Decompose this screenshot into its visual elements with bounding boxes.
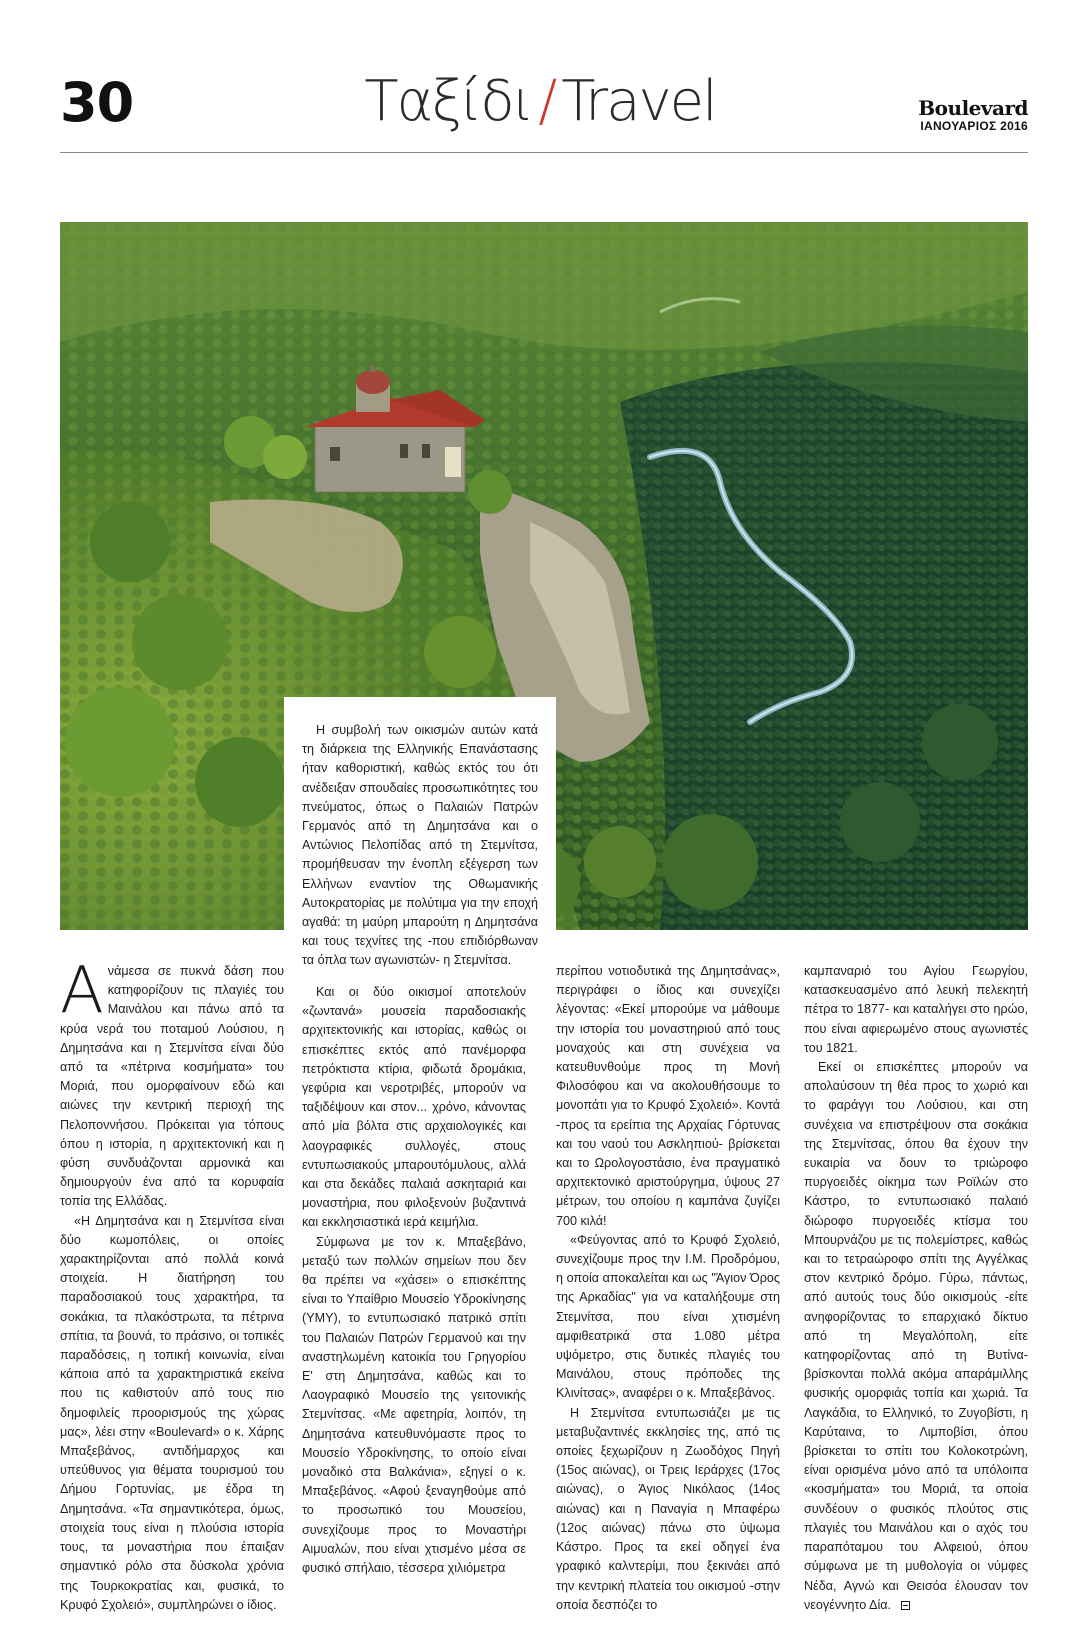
article-intro-box xyxy=(284,697,556,987)
end-of-article-icon xyxy=(901,1601,910,1610)
article-paragraph: Σύμφωνα με τον κ. Μπαξεβάνο, μεταξύ των πολλών σημείων που δεν θα πρέπει να «χάσει» ο επισκέπτης είναι το Υπαίθριο Μουσείο Υδροκίνησης (ΥΜΥ), το εντυπωσιακό πατρικό σπίτι του Παλαιών Πατρών Γερμανού και την αναστηλωμένη κατοικία του Γρηγορίου Ε' στη Δημητσάνα, καθώς και το Λαογραφικό Μουσείο της γειτονικής Στεμνίτσας. «Με αφετηρία, λοιπόν, τη Δημητσάνα κατευθυνόμαστε προς το Μουσείο Υδροκίνησης, το οποίο είναι μοναδικό στα Βαλκάνια», εξηγεί ο κ. Μπαξεβάνος. «Αφού ξεναγηθούμε από το προσωπικό του Μουσείου, συνεχίζουμε προς το Μοναστήρι Αιμυαλών, που είναι χτισμένο μέσα σε φυσικό σπήλαιο, τέσσερα χιλιόμετρα xyxy=(302,1234,526,1576)
page-number: 30 xyxy=(60,71,134,134)
article-paragraph-text: νάμεσα σε πυκνά δάση που κατηφορίζουν τις πλαγιές του Μαινάλου και πάνω από τα κρύα νερά του ποταμού Λούσιου, η Δημητσάνα και η Στεμνίτσα είναι δύο από τα «πέτρινα κοσμήματα» του Μοριά, που ομορφαίνουν εδώ και αιώνες την κεντρική περιοχή της Πελοποννήσου. Πρόκειται για τόπους όπου η ιστορία, η αρχιτεκτονική και η φύση συνδυάζονται αρμονικά και δημιουργούν ένα από τα κορυφαία τοπία της Ελλάδας. xyxy=(60,964,284,1209)
magazine-masthead xyxy=(918,98,1028,132)
article-column-1 xyxy=(60,954,284,1615)
article-paragraph: «Η Δημητσάνα και η Στεμνίτσα είναι δύο κωμοπόλεις, οι οποίες χαρακτηρίζονται από πολλά κοινά στοιχεία. Η διατήρηση του παραδοσιακού τους χαρακτήρα, τα σοκάκια, τα πλακόστρωτα, τα πέτρινα σπίτια, τα βουνά, το πράσινο, οι τοπικές παραδόσεις, η τοπική κοινωνία, είναι κάποια από τα χαρακτηριστικά εκείνα που τις καθιστούν από τους πιο δημοφιλείς προορισμούς της χώρας μας», λέει στην «Boulevard» ο κ. Χάρης Μπαξεβάνος, αντιδήμαρχος και υπεύθυνος για θέματα τουρισμού του Δήμου Γορτυνίας, με έδρα τη Δημητσάνα. «Τα σημαντικότερα, όμως, στοιχεία τους είναι η πλούσια ιστορία τους, τα μοναστήρια που έπαιξαν σημαντικό ρόλο στα δύσκολα χρόνια της Τουρκοκρατίας και, φυσικά, το Κρυφό Σχολειό», συμπληρώνει ο ίδιος. xyxy=(60,1213,284,1612)
article-paragraph-text: Εκεί οι επισκέπτες μπορούν να απολαύσουν τη θέα προς το χωριό και το φαράγγι του Λούσιου, και στη συνέχεια να επιστρέψουν στα σοκάκια της Στεμνίτσας, όπου θα έχουν την ευκαιρία να δουν το τριώροφο πυργοειδές οίκημα των Ροϊλών στο Κάστρο, το εντυπωσιακό παλαιό διώροφο πυργοειδές κτίσμα του Μπουρνάζου με τις πολεμίστρες, καθώς και το τετραώροφο σπίτι της Αγγέλκας στον κεντρικό δρόμο. Γύρω, πάντως, από αυτούς τους δύο οικισμούς -είτε ανηφορίζοντας το επαρχιακό δίκτυο από τη Μεγαλόπολη, είτε κατηφορίζοντας από τη Βυτίνα- βρίσκονται πολλά ακόμα απαράμιλλης φυσικής ομορφιάς τοπία και χωριά. Τα Λαγκάδια, το Ελληνικό, το Ζυγοβίστι, η Καρύταινα, το Λιμποβίσι, όπου βρίσκεται το σπίτι του Κολοκοτρώνη, είναι ορισμένα μόνο από τα υπόλοιπα «κοσμήματα» του Μοριά, τα οποία συνδέουν ο φυσικός πλούτος στις πλαγιές του Μαινάλου και ο αχός του παραπόταμου του Αλφειού, όπου σύμφωνα με τη μυθολογία οι νύμφες Νέδα, Αγνώ και Θεισόα έλουσαν τον νεογέννητο Δία. xyxy=(804,1060,1028,1612)
section-title-greek: Ταξίδι xyxy=(364,69,533,134)
article-column-3 xyxy=(556,962,780,1615)
issue-date: ΙΑΝΟΥΑΡΙΟΣ 2016 xyxy=(920,119,1028,133)
article-column-4 xyxy=(804,962,1028,1615)
article-paragraph xyxy=(804,1058,1028,1615)
article-paragraph: Η συμβολή των οικισμών αυτών κατά τη διάρκεια της Ελληνικής Επανάστασης ήταν καθοριστική, καθώς εκτός του ότι ανέδειξαν σπουδαίες προσωπικότητες του πνεύματος, όπως ο Παλαιών Πατρών Γερμανός από τη Δημητσάνα και ο Αντώνιος Πελοπίδας από τη Στεμνίτσα, προμήθευσαν την ένοπλη εξέγερση των Ελλήνων εναντίον της Οθωμανικής Αυτοκρατορίας με πολύτιμα για την εποχή αγαθά: τη μαύρη μπαρούτη η Δημητσάνα και τους τεχνίτες της -που επιδιόρθωναν τα όπλα των αγωνιστών- η Στεμνίτσα. xyxy=(302,723,538,968)
section-title-english: Travel xyxy=(561,69,716,134)
article-paragraph: Και οι δύο οικισμοί αποτελούν «ζωντανά» μουσεία παραδοσιακής αρχιτεκτονικής και ιστορίας, καθώς οι επισκέπτες εκτός από πανέμορφα πετρόκτιστα κτίρια, φιδωτά δρομάκια, γεφύρια και νεροτριβές, μπορούν να ταξιδέψουν και στον... χρόνο, κάνοντας από μία βόλτα στις αρχαιολογικές και λαογραφικές συλλογές, στους εντυπωσιακούς μπαρουτόμυλους, αλλά και στα δεκάδες παλαιά ασκηταριά και μοναστήρια, που φιλοξενούν βυζαντινά και εκκλησιαστικά ιερά κειμήλια. xyxy=(302,985,526,1230)
article-paragraph: καμπαναριό του Αγίου Γεωργίου, κατασκευασμένο από λευκή πελεκητή πέτρα το 1877- και καταλήγει στο ηρώο, που είναι αφιερωμένο στους αγωνιστές του 1821. xyxy=(804,964,1028,1055)
article-paragraph: «Φεύγοντας από το Κρυφό Σχολειό, συνεχίζουμε προς την Ι.Μ. Προδρόμου, η οποία αποκαλείται και ως "Άγιον Όρος της Αρκαδίας" για να καταλήξουμε στη Στεμνίτσα, που είναι χτισμένη αμφιθεατρικά στα 1.080 μέτρα υψόμετρο, στις δυτικές πλαγιές του Μαινάλου, στους πρόποδες της Κλινίτσας», αναφέρει ο κ. Μπαξεβάνος. xyxy=(556,1232,780,1401)
article-paragraph: περίπου νοτιοδυτικά της Δημητσάνας», περιγράφει ο ίδιος και συνεχίζει λέγοντας: «Εκεί μπορούμε να μάθουμε την ιστορία του μοναστηριού από τους μοναχούς και στη συνέχεια να κατευθυνθούμε προς τη Μονή Φιλοσόφου και να ακολουθήσουμε το μονοπάτι για το Κρυφό Σχολειό». Κοντά -προς τα ερείπια της Αρχαίας Γόρτυνας και του ναού του Ασκληπιού- βρίσκεται και το Ωρολογοστάσιο, ένα πραγματικό αρχιτεκτονικό αριστούργημα, ύψους 27 μέτρων, του οποίου η καμπάνα ζυγίζει 700 κιλά! xyxy=(556,964,780,1228)
article-paragraph xyxy=(60,954,284,1212)
drop-cap: Α xyxy=(60,954,104,1028)
article-column-2 xyxy=(302,983,526,1578)
section-title-slash: / xyxy=(538,69,556,134)
magazine-brand: Boulevard xyxy=(918,96,1028,120)
header-divider xyxy=(60,152,1028,153)
article-paragraph: Η Στεμνίτσα εντυπωσιάζει με τις μεταβυζαντινές εκκλησίες της, από τις οποίες ξεχωρίζουν η Ζωοδόχος Πηγή (15ος αιώνας), οι Τρεις Ιεράρχες (17ος αιώνας), ο Άγιος Νικόλαος (14ος αιώνας) και η Παναγία η Μπαφέρω (12ος αιώνας) πάνω στο ύψωμα Κάστρο. Προς τα εκεί οδηγεί ένα γραφικό καλντερίμι, που ξεκινάει από την κεντρική πλατεία του οικισμού -στην οποία δεσπόζει το xyxy=(556,1405,780,1612)
